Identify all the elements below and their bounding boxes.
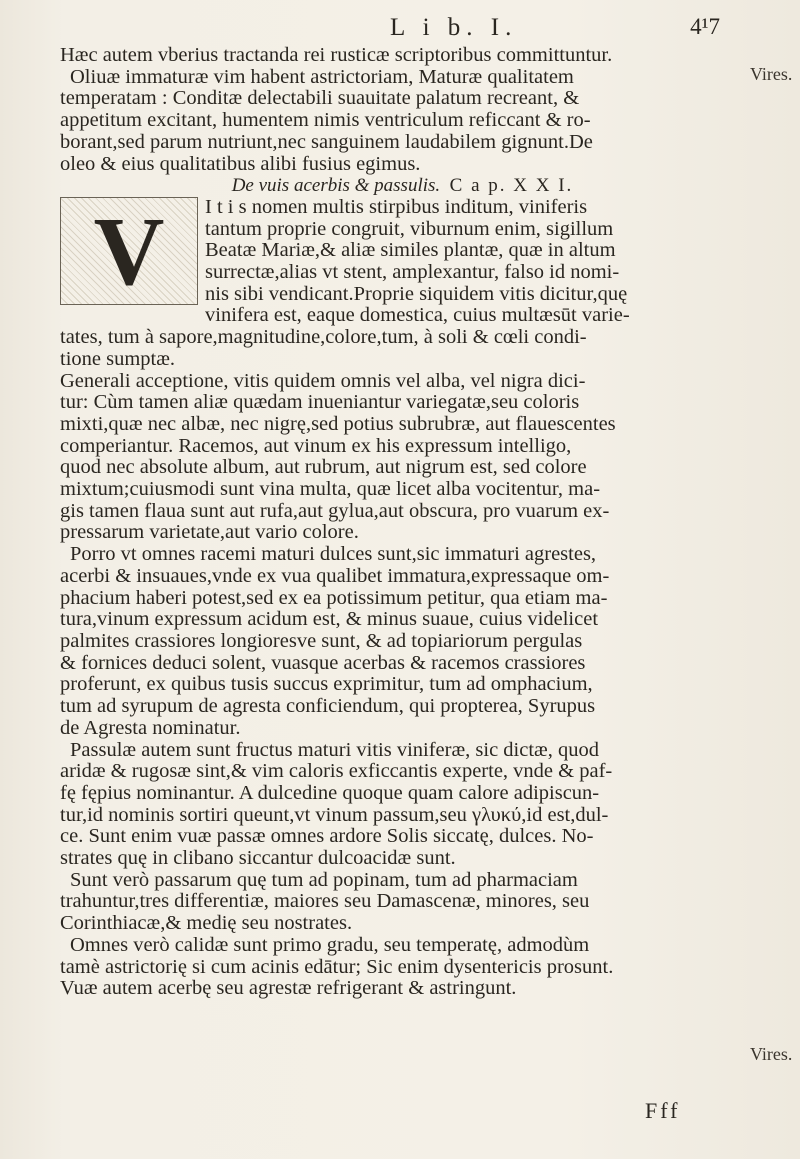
text-line: surrectæ,alias vt stent, amplexantur, falso id nomi- <box>205 262 620 284</box>
text-line: tates, tum à sapore,magnitudine,colore,tum, à soli & cœli condi- <box>60 327 587 349</box>
text-line: appetitum excitant, humentem nimis ventriculum reficcant & ro- <box>60 110 591 132</box>
text-line: proferunt, ex quibus tusis succus exprimitur, tum ad omphacium, <box>60 674 593 696</box>
signature-mark: Fff <box>645 1098 681 1123</box>
text-line: mixti,quæ nec albæ, nec nigrę,sed potius subrubræ, aut flauescentes <box>60 413 616 435</box>
text-line: tamè astrictorię si cum acinis edātur; Sic enim dysentericis prosunt. <box>60 956 614 978</box>
text-line: Vuæ autem acerbę seu agrestæ refrigerant & astringunt. <box>60 978 517 1000</box>
chapter-opening <box>60 197 745 306</box>
text-line: quod nec absolute album, aut rubrum, aut nigrum est, sed colore <box>60 457 587 479</box>
text-line: strates quę in clibano siccantur dulcoacidæ sunt. <box>60 848 456 870</box>
text-line: mixtum;cuiusmodi sunt vina multa, quæ licet alba vocitentur, ma- <box>60 479 601 501</box>
paragraph-3 <box>60 371 745 545</box>
text-line: borant,sed parum nutriunt,nec sanguinem laudabilem gignunt.De <box>60 131 593 153</box>
text-line: Generali acceptione, vitis quidem omnis vel alba, vel nigra dici- <box>60 370 586 392</box>
decorated-initial <box>60 197 200 307</box>
margin-note-vires: Vires. <box>750 64 793 84</box>
paragraph-1 <box>60 45 745 175</box>
text-line: phacium haberi potest,sed ex ea potissimum petitur, qua etiam ma- <box>60 587 608 609</box>
page-header <box>60 14 720 44</box>
text-line: temperatam : Conditæ delectabili suauitate palatum recreant, & <box>60 88 580 110</box>
text-line: tur,id nominis sortiri queunt,vt vinum passum,seu γλυκύ,id est,dul- <box>60 804 609 826</box>
text-line: gis tamen flaua sunt aut rufa,aut gylua,aut obscura, pro vuarum ex- <box>60 500 610 522</box>
text-line: I t i s nomen multis stirpibus inditum, viniferis <box>205 196 588 218</box>
text-line: nis sibi vendicant.Proprie siquidem vitis dicitur,quę <box>205 283 628 305</box>
text-line: Beatæ Mariæ,& aliæ similes plantæ, quæ in altum <box>205 240 616 262</box>
chapter-heading <box>60 175 745 197</box>
page-number: 4¹7 <box>690 14 720 39</box>
initial-ornament <box>60 197 198 305</box>
text-line: aridæ & rugosæ sint,& vim caloris exficcantis experte, vnde & paf- <box>60 761 613 783</box>
text-line: tura,vinum expressum acidum est, & minus suaue, cuius videlicet <box>60 609 599 631</box>
text-line: comperiantur. Racemos, aut vinum ex his expressum intelligo, <box>60 435 572 457</box>
text-line: tantum proprie congruit, viburnum enim, sigillum <box>205 218 614 240</box>
text-line: Corinthiacæ,& medię seu nostrates. <box>60 913 353 935</box>
paragraph-2 <box>60 305 745 370</box>
text-line: tione sumptæ. <box>60 348 176 370</box>
text-line: Oliuæ immaturæ vim habent astrictoriam, Maturæ qualitatem <box>70 66 574 88</box>
body-text <box>60 45 745 1000</box>
text-line: trahuntur,tres differentiæ, maiores seu Damascenæ, minores, seu <box>60 891 590 913</box>
paragraph-4 <box>60 544 745 739</box>
text-line: oleo & eius qualitatibus alibi fusius egimus. <box>60 153 421 175</box>
text-line: Omnes verò calidæ sunt primo gradu, seu temperatę, admodùm <box>70 934 590 956</box>
text-line: pressarum varietate,aut vario colore. <box>60 522 359 544</box>
text-line: Passulæ autem sunt fructus maturi vitis viniferæ, sic dictæ, quod <box>70 739 599 761</box>
text-line: tum ad syrupum de agresta conficiendum, qui propterea, Syrupus <box>60 696 596 718</box>
text-line: fę fępius nominantur. A dulcedine quoque quam calore adipiscun- <box>60 782 600 804</box>
margin-note-vires: Vires. <box>750 1044 793 1064</box>
text-line: acerbi & insuaues,vnde ex vua qualibet immatura,expressaque om- <box>60 565 610 587</box>
text-line: Sunt verò passarum quę tum ad popinam, tum ad pharmaciam <box>70 869 578 891</box>
text-line: vinifera est, eaque domestica, cuius multæsūt varie- <box>205 305 630 327</box>
text-line: Porro vt omnes racemi maturi dulces sunt,sic immaturi agrestes, <box>70 544 597 566</box>
paragraph-5 <box>60 740 745 870</box>
initial-letter: V <box>93 197 165 306</box>
paragraph-6 <box>60 870 745 935</box>
text-line: & fornices deduci solent, vuasque acerbas & racemos crassiores <box>60 652 586 674</box>
chapter-title: De vuis acerbis & passulis. <box>231 175 441 197</box>
text-line: ce. Sunt enim vuæ passæ omnes ardore Solis siccatę, dulces. No- <box>60 826 594 848</box>
text-line: Hæc autem vberius tractanda rei rusticæ scriptoribus committuntur. <box>60 45 613 66</box>
text-line: de Agresta nominatur. <box>60 717 241 739</box>
paragraph-7 <box>60 935 745 1000</box>
running-title: L i b. I. <box>390 14 518 41</box>
chapter-number: C a p. X X I. <box>449 175 574 197</box>
text-line: tur: Cùm tamen aliæ quædam inueniantur variegatæ,seu coloris <box>60 392 580 414</box>
text-line: palmites crassiores longioresve sunt, & ad topiariorum pergulas <box>60 630 583 652</box>
